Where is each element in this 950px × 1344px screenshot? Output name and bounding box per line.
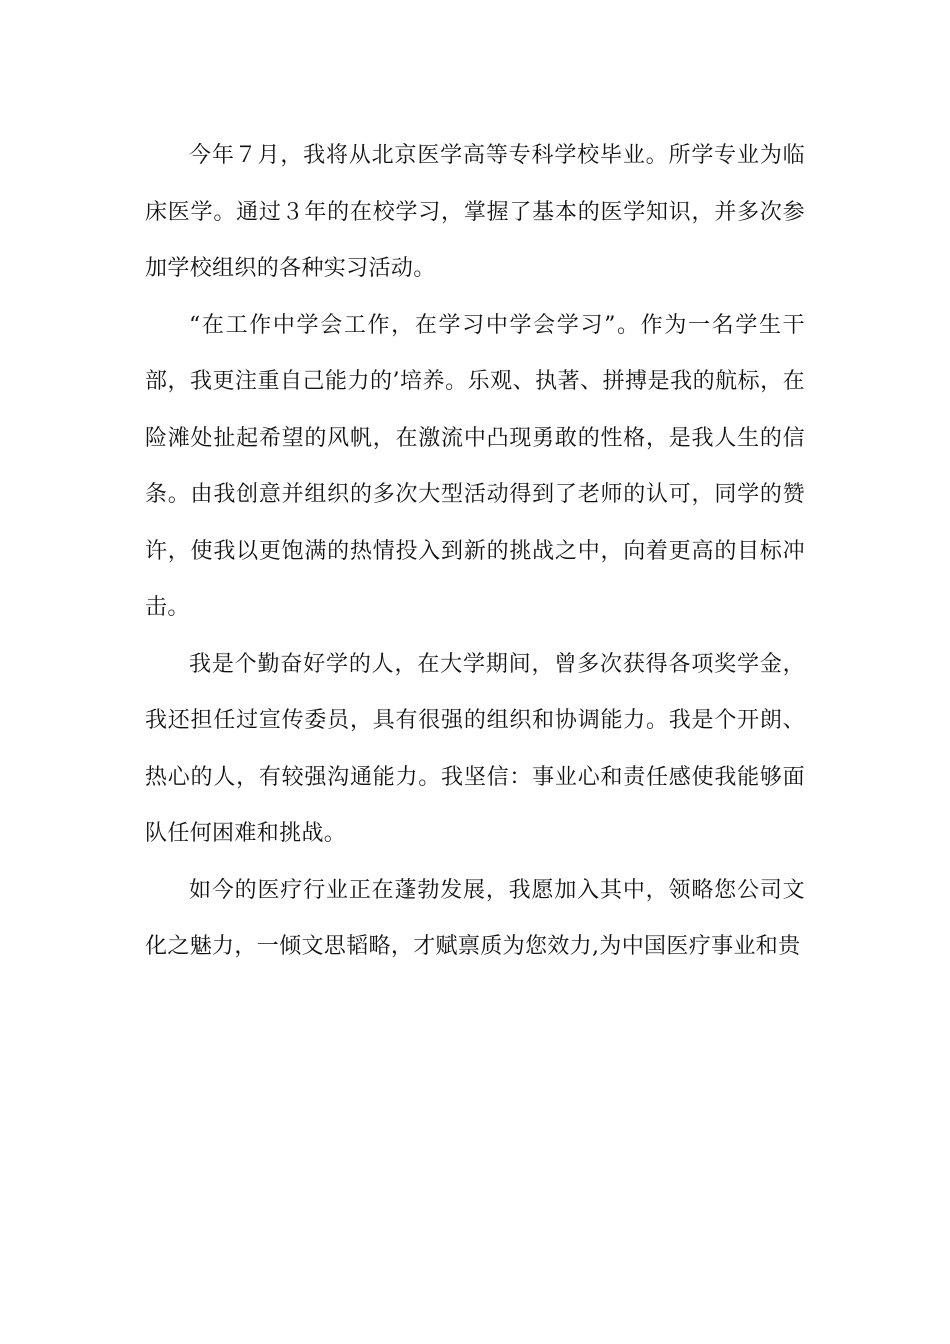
paragraph-motivation: 如今的医疗行业正在蓬勃发展，我愿加入其中，领略您公司文化之魅力，一倾文思韬略，才赋禀质为您效力,为中国医疗事业和贵 bbox=[145, 877, 805, 959]
document-body bbox=[145, 128, 805, 976]
paragraph-personal-qualities: 我是个勤奋好学的人，在大学期间，曾多次获得各项奖学金，我还担任过宣传委员，具有很强的组织和协调能力。我是个开朗、热心的人，有较强沟通能力。我坚信：事业心和责任感使我能够面队任何困难和挑战。 bbox=[145, 651, 805, 846]
paragraph-graduation: 今年７月，我将从北京医学高等专科学校毕业。所学专业为临床医学。通过３年的在校学习，掌握了基本的医学知识，并多次参加学校组织的各种实习活动。 bbox=[145, 143, 805, 281]
paragraph-student-leader: “在工作中学会工作，在学习中学会学习”。作为一名学生干部，我更注重自己能力的’培养。乐观、执著、拼搏是我的航标，在险滩处扯起希望的风帆，在激流中凸现勇敢的性格，是我人生的信条。由我创意并组织的多次大型活动得到了老师的认可，同学的赞许，使我以更饱满的热情投入到新的挑战之中，向着更高的目标冲击。 bbox=[145, 312, 805, 620]
